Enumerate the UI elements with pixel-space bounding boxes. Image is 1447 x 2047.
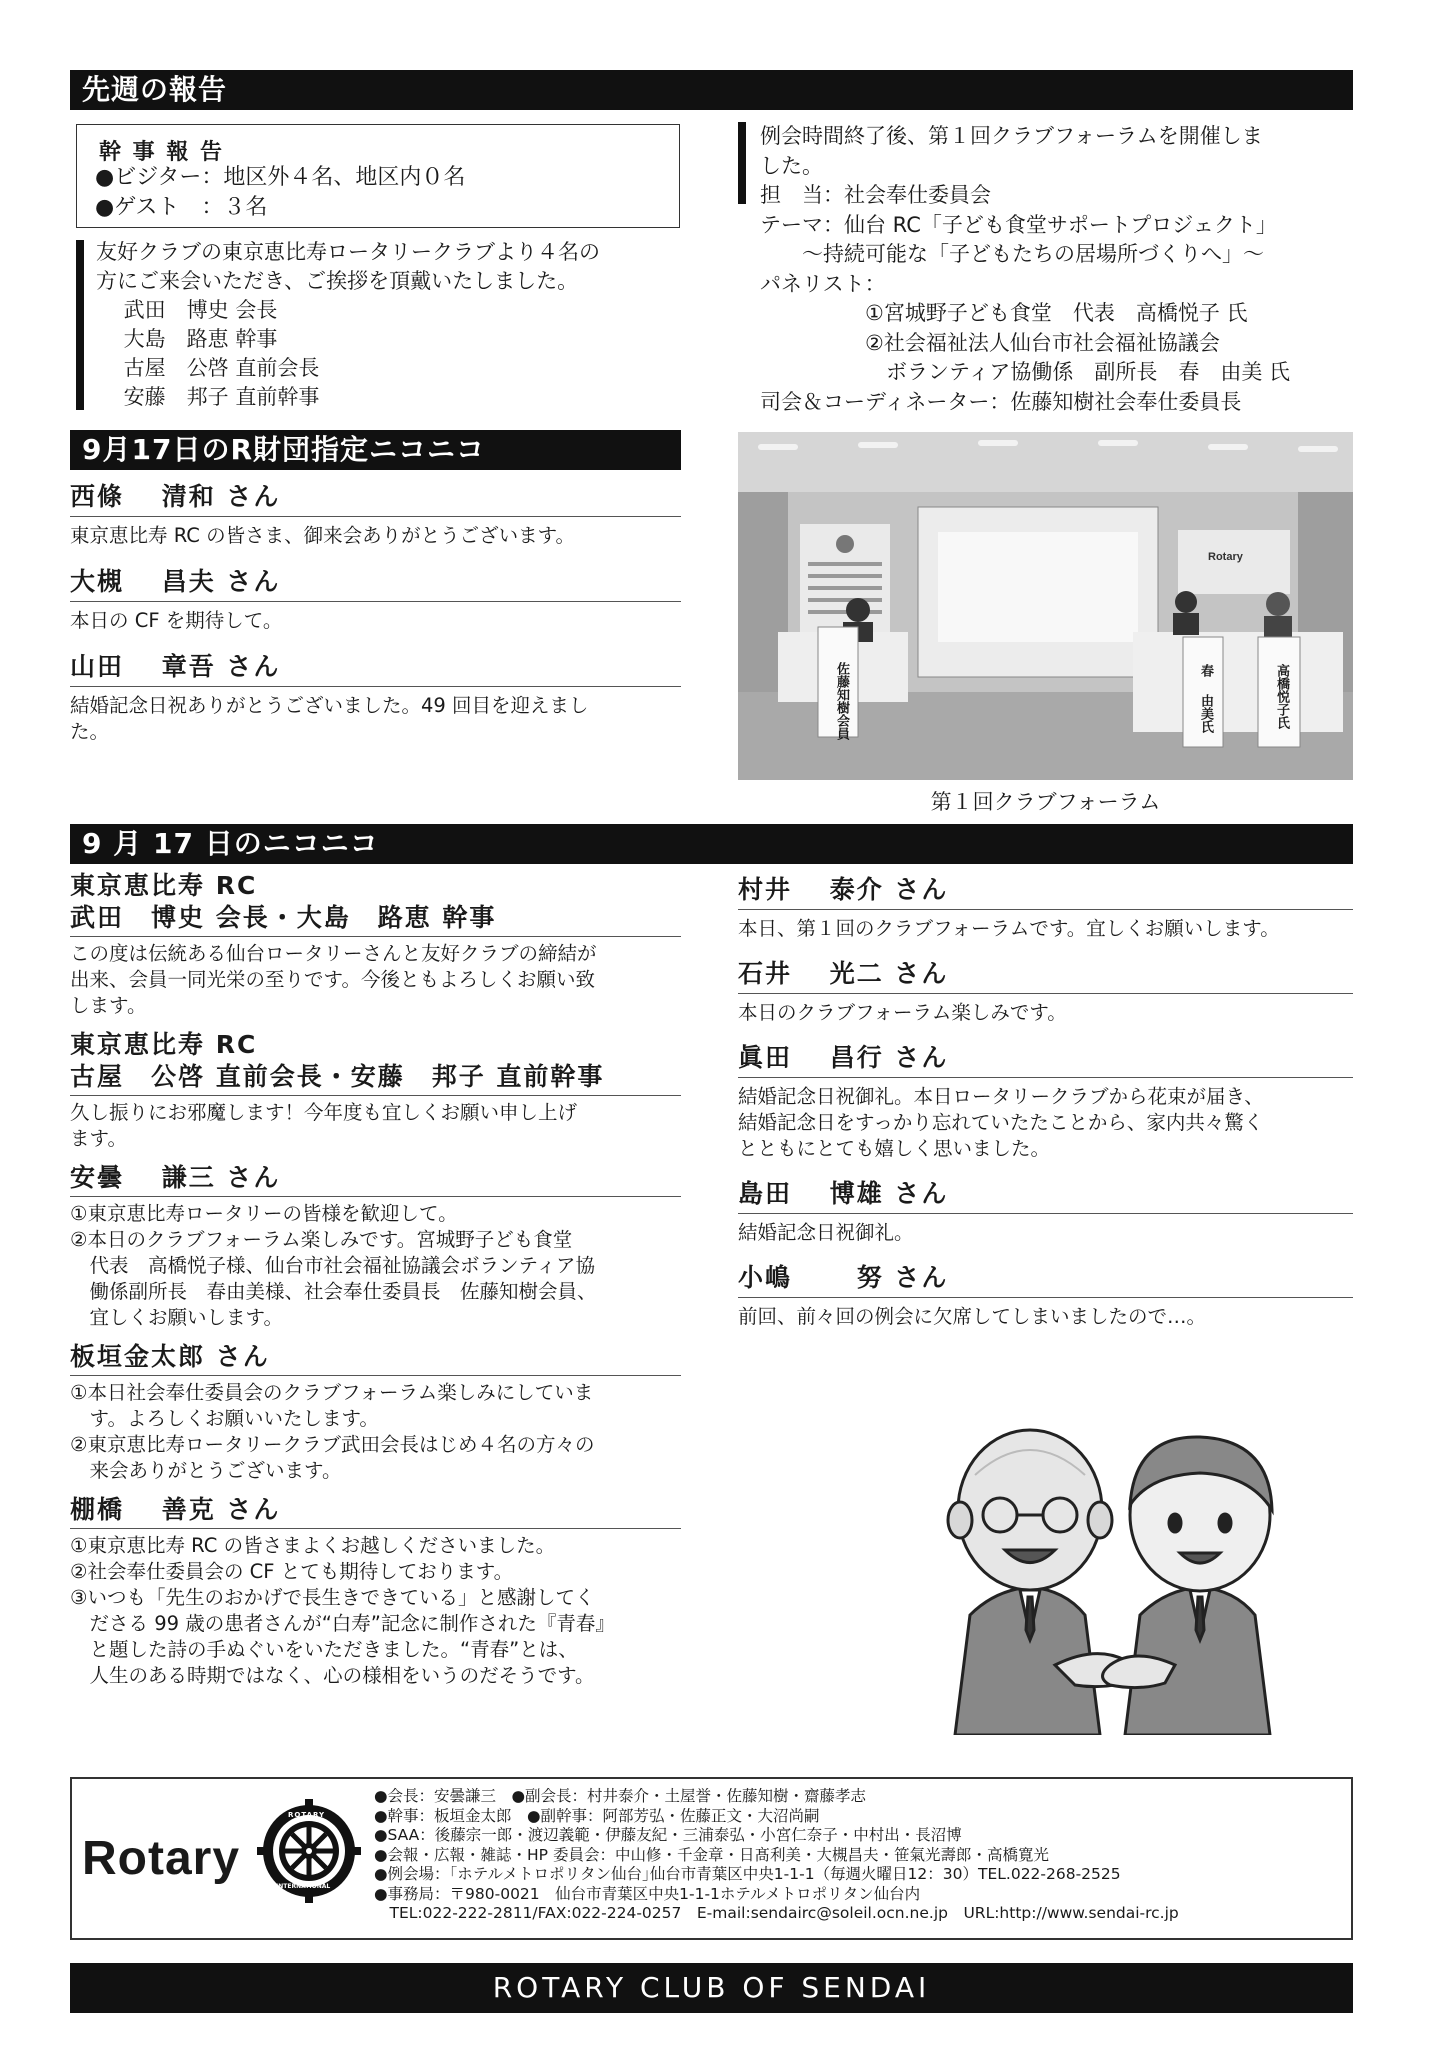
- nikoniko-text: 結婚記念日祝御礼。: [738, 1221, 914, 1244]
- club-info-line: ●幹事：板垣金太郎 ●副幹事：阿部芳弘・佐藤正文・大沼尚嗣: [374, 1806, 820, 1825]
- club-forum-photo: [738, 432, 1353, 780]
- nikoniko-name: 武田 博史 会長・大島 路恵 幹事: [70, 903, 497, 932]
- section-header-nikoniko: 9 月 17 日のニコニコ: [70, 824, 1353, 864]
- nikoniko-name: 棚橋 善克 さん: [70, 1495, 281, 1524]
- secretary-report-title: 幹 事 報 告: [99, 140, 224, 165]
- emblem-bottom-text: INTERNATIONAL: [276, 1883, 331, 1890]
- secretary-line-visitors: ●ビジター：地区外４名、地区内０名: [95, 165, 466, 190]
- nikoniko-text: 本日、第１回のクラブフォーラムです。宜しくお願いします。: [738, 917, 1280, 940]
- nikoniko-text: 宜しくお願いします。: [70, 1306, 283, 1329]
- nikoniko-text: します。: [70, 994, 147, 1017]
- photo-banner-rotary-text: Rotary: [1208, 551, 1243, 563]
- forum-line: ②社会福祉法人仙台市社会福祉協議会: [760, 330, 1220, 355]
- nikoniko-name: 小嶋 努 さん: [738, 1258, 1353, 1298]
- secretary-report-box: [76, 124, 680, 228]
- nikoniko-entry-header: [70, 1162, 681, 1197]
- nikoniko-text: ②本日のクラブフォーラム楽しみです。宮城野子ども食堂: [70, 1228, 573, 1251]
- visit-note: [96, 238, 600, 412]
- nikoniko-text: ①本日社会奉仕委員会のクラブフォーラム楽しみにしていま: [70, 1381, 594, 1404]
- nikoniko-text: ③いつも「先生のおかげで長生きできている」と感謝してく: [70, 1586, 595, 1609]
- forum-line: ～持続可能な「子どもたちの居場所づくりへ」～: [760, 242, 1264, 266]
- forum-line: テーマ：仙台 RC「子ども食堂サポートプロジェクト」: [760, 212, 1277, 237]
- nikoniko-name: 板垣金太郎 さん: [70, 1342, 270, 1371]
- nikoniko-text: 働係副所長 春由美様、社会奉仕委員長 佐藤知樹会員、: [70, 1280, 597, 1303]
- handshake-illustration: [935, 1415, 1295, 1735]
- r-foundation-list: [70, 478, 681, 745]
- nikoniko-text: ①東京恵比寿ロータリーの皆様を歓迎して。: [70, 1202, 458, 1225]
- nikoniko-text: 結婚記念日をすっかり忘れていたたことから、家内共々驚く: [738, 1111, 1264, 1134]
- forum-line: 例会時間終了後、第１回クラブフォーラムを開催しま: [760, 124, 1263, 148]
- nikoniko-text: 来会ありがとうございます。: [70, 1459, 342, 1482]
- nikoniko-text: ①東京恵比寿 RC の皆さまよくお越しくださいました。: [70, 1534, 556, 1557]
- visit-line: 方にご来会いただき、ご挨拶を頂戴いたしました。: [96, 269, 579, 293]
- nikoniko-left-column: [70, 870, 681, 1689]
- nikoniko-name: 石井 光二 さん: [738, 954, 1353, 994]
- club-info-line: ●SAA：後藤宗一郎・渡辺義範・伊藤友紀・三浦泰弘・小宮仁奈子・中村出・長沼博: [374, 1826, 962, 1844]
- forum-line: ボランティア協働係 副所長 春 由美 氏: [760, 360, 1290, 384]
- nikoniko-name: 東京恵比寿 RC: [70, 1030, 258, 1059]
- forum-line: 司会＆コーディネーター：佐藤知樹社会奉仕委員長: [760, 389, 1242, 414]
- club-info-box: [70, 1777, 1353, 1940]
- nikoniko-entry-header: [70, 1341, 681, 1376]
- forum-note: [760, 122, 1290, 417]
- nikoniko-name: 村井 泰介 さん: [738, 870, 1353, 910]
- nikoniko-name: 古屋 公啓 直前会長・安藤 邦子 直前幹事: [70, 1062, 605, 1091]
- nikoniko-text: と題した詩の手ぬぐいをいただきました。“青春”とは、: [70, 1638, 578, 1661]
- section-header-r-foundation: 9月17日のR財団指定ニコニコ: [70, 430, 681, 470]
- r-foundation-text: た。: [70, 720, 110, 743]
- visit-line: 大島 路恵 幹事: [96, 327, 278, 351]
- club-info-line: ●例会場：｢ホテルメトロポリタン仙台｣仙台市青葉区中央1-1-1（毎週火曜日12：30）TEL.022-268-2525: [374, 1865, 1121, 1883]
- visit-note-bar: [76, 240, 84, 410]
- club-name-banner: ROTARY CLUB OF SENDAI: [70, 1963, 1353, 2013]
- club-info-lines: [374, 1787, 1179, 1924]
- visit-line: 武田 博史 会長: [96, 298, 278, 322]
- club-info-line: ●会長：安曇謙三 ●副会長：村井泰介・土屋誉・佐藤知樹・齋藤孝志: [374, 1787, 867, 1805]
- nikoniko-text: この度は伝統ある仙台ロータリーさんと友好クラブの締結が: [70, 942, 597, 965]
- section-header-last-week: 先週の報告: [70, 70, 1353, 110]
- nikoniko-name: 島田 博雄 さん: [738, 1174, 1353, 1214]
- forum-line: 担 当：社会奉仕委員会: [760, 183, 991, 207]
- forum-line: した。: [760, 153, 823, 178]
- nikoniko-entry-header: [70, 1029, 681, 1096]
- r-foundation-text: 本日の CF を期待して。: [70, 609, 283, 632]
- visit-line: 友好クラブの東京恵比寿ロータリークラブより４名の: [96, 240, 600, 264]
- club-info-line: ●会報・広報・雑誌・HP 委員会：中山修・千金章・日髙利美・大槻昌夫・笹氣光壽郎・高橋寛光: [374, 1845, 1049, 1864]
- nikoniko-text: 前回、前々回の例会に欠席してしまいましたので…。: [738, 1305, 1207, 1328]
- forum-line: パネリスト：: [760, 271, 886, 296]
- visit-line: 古屋 公啓 直前会長: [96, 356, 320, 380]
- r-foundation-name: 山田 章吾 さん: [70, 648, 681, 687]
- nikoniko-text: 久し振りにお邪魔します！今年度も宜しくお願い申し上げ: [70, 1101, 578, 1124]
- photo-sign-takahashi: 高橋悦子氏: [1274, 664, 1289, 729]
- nikoniko-text: 出来、会員一同光栄の至りです。今後ともよろしくお願い致: [70, 968, 595, 991]
- nikoniko-right-column: [738, 870, 1353, 1330]
- club-info-line: TEL:022-222-2811/FAX:022-224-0257 E-mail:sendairc@soleil.ocn.ne.jp URL:http://www.sendai-rc.jp: [374, 1904, 1179, 1922]
- forum-note-bar: [738, 122, 746, 204]
- nikoniko-name: 東京恵比寿 RC: [70, 871, 258, 900]
- r-foundation-text: 東京恵比寿 RC の皆さま、御来会ありがとうございます。: [70, 524, 576, 547]
- nikoniko-text: 代表 高橋悦子様、仙台市社会福祉協議会ボランティア協: [70, 1254, 595, 1277]
- r-foundation-text: 結婚記念日祝ありがとうございました。49 回目を迎えまし: [70, 694, 589, 717]
- photo-caption: 第１回クラブフォーラム: [930, 790, 1161, 814]
- nikoniko-entry-header: [70, 870, 681, 937]
- club-info-line: ●事務局：〒980-0021 仙台市青葉区中央1-1-1ホテルメトロポリタン仙台内: [374, 1884, 921, 1903]
- photo-sign-yumi: 由美氏: [1198, 694, 1213, 733]
- nikoniko-name: 眞田 昌行 さん: [738, 1038, 1353, 1078]
- r-foundation-name: 西條 清和 さん: [70, 478, 681, 517]
- nikoniko-text: ②東京恵比寿ロータリークラブ武田会長はじめ４名の方々の: [70, 1433, 595, 1456]
- nikoniko-text: 本日のクラブフォーラム楽しみです。: [738, 1001, 1067, 1024]
- nikoniko-text: 人生のある時期ではなく、心の様相をいうのだそうです。: [70, 1664, 595, 1687]
- forum-line: ①宮城野子ども食堂 代表 高橋悦子 氏: [760, 301, 1248, 325]
- visit-line: 安藤 邦子 直前幹事: [96, 385, 320, 409]
- nikoniko-text: 結婚記念日祝御礼。本日ロータリークラブから花束が届き、: [738, 1085, 1264, 1108]
- nikoniko-text: ます。: [70, 1127, 127, 1150]
- nikoniko-text: ②社会奉仕委員会の CF とても期待しております。: [70, 1560, 514, 1583]
- nikoniko-text: す。よろしくお願いいたします。: [70, 1407, 379, 1430]
- nikoniko-text: とともにとても嬉しく思いました。: [738, 1137, 1051, 1160]
- photo-sign-sato: 佐藤知樹会員: [834, 662, 849, 740]
- nikoniko-name: 安曇 謙三 さん: [70, 1163, 281, 1192]
- secretary-line-guests: ●ゲスト ：３名: [95, 195, 268, 220]
- nikoniko-entry-header: [70, 1494, 681, 1529]
- emblem-top-text: ROTARY: [288, 1811, 326, 1819]
- rotary-logo-text: Rotary: [82, 1832, 241, 1885]
- nikoniko-text: ださる 99 歳の患者さんが“白寿”記念に制作された『青春』: [70, 1612, 615, 1635]
- r-foundation-name: 大槻 昌夫 さん: [70, 563, 681, 602]
- photo-sign-haru: 春: [1198, 664, 1213, 677]
